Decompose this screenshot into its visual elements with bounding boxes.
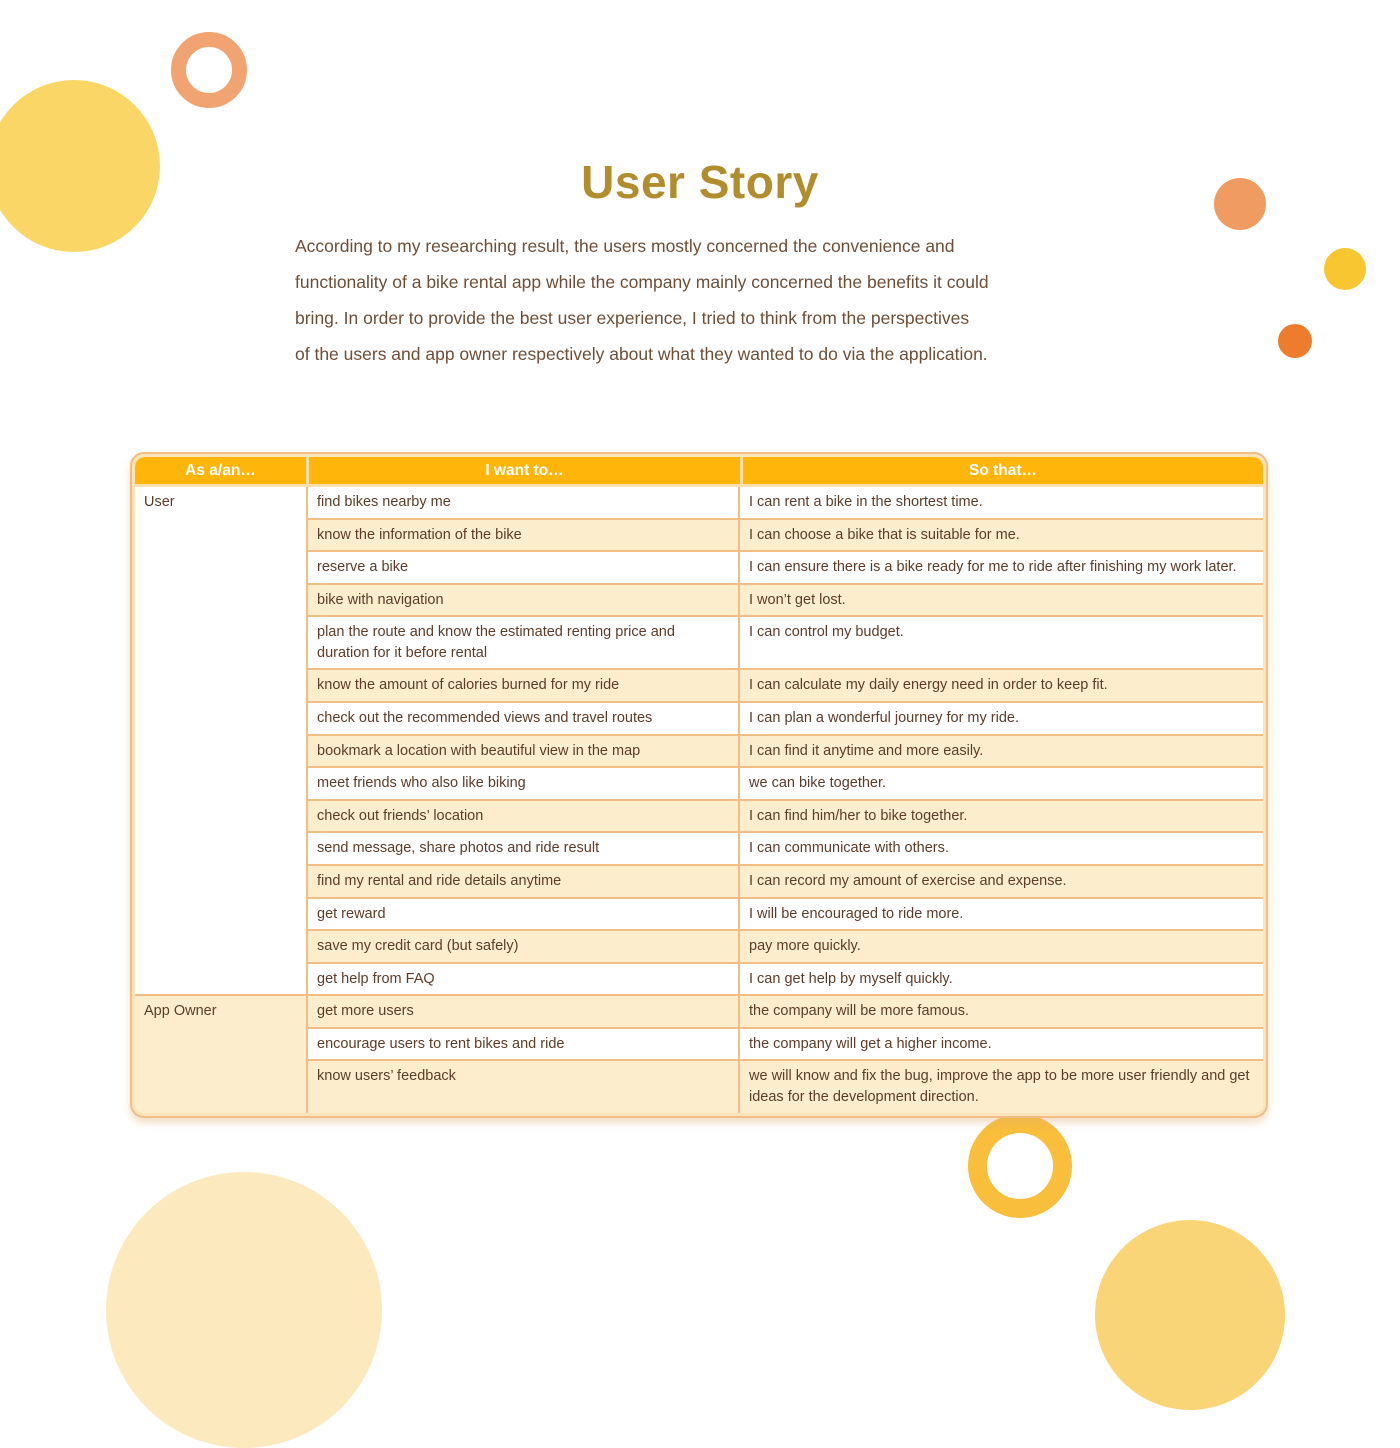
header-i-want-to: I want to… (306, 457, 740, 487)
cell-so: I won’t get lost. (740, 583, 1263, 616)
decor-ring-bottom (968, 1114, 1072, 1218)
cell-want: find bikes nearby me (306, 487, 740, 518)
page-title: User Story (581, 155, 819, 208)
cell-want: bike with navigation (306, 583, 740, 616)
intro-line: functionality of a bike rental app while the company mainly concerned the benefits it could (295, 272, 989, 292)
table-row (135, 994, 1263, 1027)
cell-want: send message, share photos and ride result (306, 831, 740, 864)
cell-so: I can rent a bike in the shortest time. (740, 487, 1263, 518)
cell-so: we can bike together. (740, 766, 1263, 799)
cell-want: bookmark a location with beautiful view in the map (306, 734, 740, 767)
header-as-a-an: As a/an… (135, 457, 306, 487)
group-cell-user: User (135, 487, 306, 994)
cell-so: I can get help by myself quickly. (740, 962, 1263, 995)
decor-circle-yellow-right (1324, 248, 1366, 290)
user-story-table (130, 452, 1268, 1118)
cell-so: we will know and fix the bug, improve the app to be more user friendly and get ideas for the development direction. (740, 1059, 1263, 1112)
cell-so: I can find it anytime and more easily. (740, 734, 1263, 767)
cell-so: I can plan a wonderful journey for my ride. (740, 701, 1263, 734)
intro-paragraph (295, 228, 1155, 372)
cell-want: check out the recommended views and travel routes (306, 701, 740, 734)
decor-circle-orange-right (1278, 324, 1312, 358)
decor-ring-top (171, 32, 247, 108)
cell-so: the company will be more famous. (740, 994, 1263, 1027)
cell-want: get reward (306, 897, 740, 930)
intro-line: bring. In order to provide the best user experience, I tried to think from the perspectives (295, 308, 970, 328)
intro-line: According to my researching result, the users mostly concerned the convenience and (295, 236, 955, 256)
cell-so: I will be encouraged to ride more. (740, 897, 1263, 930)
decor-circle-bottom-left (106, 1172, 382, 1448)
decor-circle-bottom-right (1095, 1220, 1285, 1410)
intro-line: of the users and app owner respectively about what they wanted to do via the application. (295, 344, 988, 364)
cell-so: the company will get a higher income. (740, 1027, 1263, 1060)
cell-want: get help from FAQ (306, 962, 740, 995)
cell-so: I can communicate with others. (740, 831, 1263, 864)
cell-want: check out friends’ location (306, 799, 740, 832)
cell-so: I can record my amount of exercise and expense. (740, 864, 1263, 897)
cell-so: pay more quickly. (740, 929, 1263, 962)
cell-want: save my credit card (but safely) (306, 929, 740, 962)
cell-so: I can calculate my daily energy need in order to keep fit. (740, 668, 1263, 701)
cell-so: I can ensure there is a bike ready for me to ride after finishing my work later. (740, 550, 1263, 583)
cell-so: I can choose a bike that is suitable for me. (740, 518, 1263, 551)
cell-so: I can find him/her to bike together. (740, 799, 1263, 832)
table-header-row (135, 457, 1263, 487)
header-so-that: So that… (740, 457, 1263, 487)
cell-want: know the information of the bike (306, 518, 740, 551)
cell-want: find my rental and ride details anytime (306, 864, 740, 897)
group-cell-app-owner: App Owner (135, 994, 306, 1112)
cell-want: plan the route and know the estimated renting price and duration for it before rental (306, 615, 740, 668)
cell-want: reserve a bike (306, 550, 740, 583)
cell-so: I can control my budget. (740, 615, 1263, 668)
cell-want: know users’ feedback (306, 1059, 740, 1112)
cell-want: get more users (306, 994, 740, 1027)
table-row (135, 487, 1263, 518)
cell-want: encourage users to rent bikes and ride (306, 1027, 740, 1060)
cell-want: meet friends who also like biking (306, 766, 740, 799)
cell-want: know the amount of calories burned for my ride (306, 668, 740, 701)
